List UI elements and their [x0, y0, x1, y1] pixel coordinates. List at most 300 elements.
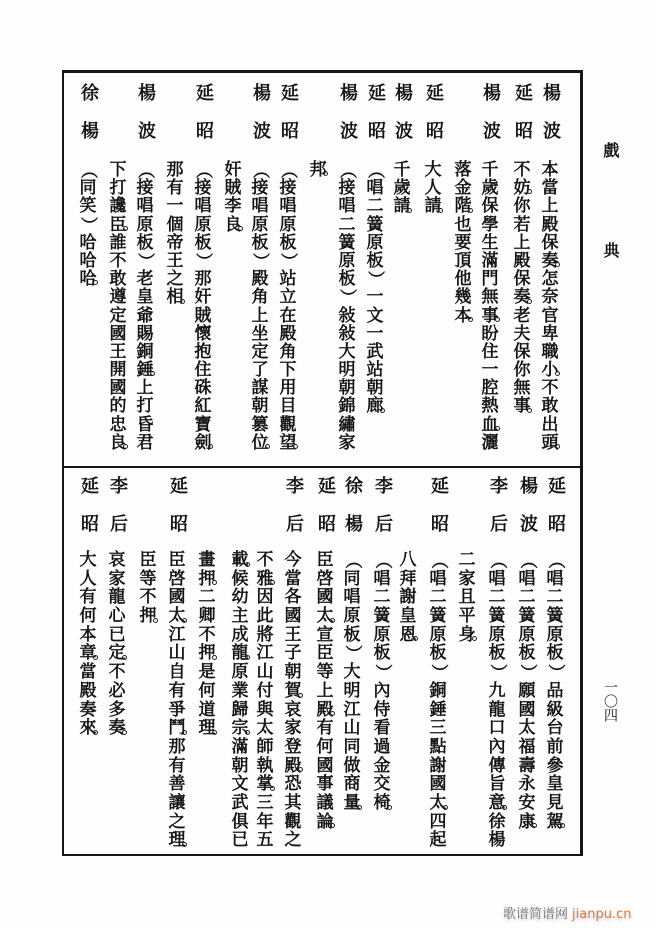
- glyph: 奏: [541, 250, 559, 271]
- glyph: 原: [231, 662, 249, 683]
- dialogue-line: [108, 0, 126, 928]
- glyph: 唱: [251, 196, 269, 217]
- dialogue-text: [429, 551, 447, 850]
- glyph: 簧: [373, 606, 391, 627]
- glyph: 家: [108, 568, 126, 589]
- glyph: 今: [284, 550, 302, 570]
- dialogue-continuation: [231, 0, 249, 928]
- glyph: 開: [109, 360, 127, 381]
- glyph: 原: [343, 606, 361, 627]
- glyph: 王: [109, 341, 127, 362]
- glyph: 二: [429, 587, 447, 608]
- speaker-name: 楊波: [337, 83, 358, 159]
- glyph: 恩: [399, 624, 417, 645]
- glyph: 原: [429, 624, 447, 645]
- glyph: 你: [513, 360, 531, 381]
- glyph: 打: [136, 396, 154, 417]
- watermark: [503, 903, 631, 922]
- glyph: 子: [284, 643, 302, 664]
- glyph: 當: [284, 568, 302, 589]
- glyph: 一: [366, 287, 384, 308]
- glyph: 忠: [109, 414, 127, 435]
- glyph: 奸: [224, 160, 242, 180]
- speaker-name: 徐楊: [342, 476, 363, 552]
- glyph: 壽: [518, 755, 536, 776]
- glyph: 夫: [513, 323, 531, 344]
- glyph: 同: [79, 178, 97, 199]
- glyph: 望: [279, 432, 297, 453]
- glyph: 繡: [338, 414, 356, 435]
- glyph: 簧: [488, 606, 506, 627]
- glyph: 身: [458, 624, 476, 645]
- speaker-name: 楊波: [480, 83, 501, 159]
- speaker-name: 延昭: [512, 83, 533, 159]
- dialogue-line: [429, 0, 447, 928]
- glyph: 文: [366, 305, 384, 326]
- glyph: 那: [168, 736, 186, 757]
- glyph: 千: [393, 160, 411, 180]
- dialogue-text: [168, 551, 186, 850]
- glyph: 板: [194, 232, 212, 253]
- glyph: 明: [338, 360, 356, 381]
- glyph: 唱: [373, 568, 391, 589]
- speaker-name: 延昭: [545, 476, 566, 552]
- glyph: 必: [108, 680, 126, 701]
- glyph: 血: [481, 414, 499, 435]
- glyph: 此: [256, 606, 274, 627]
- glyph: 唱: [429, 568, 447, 589]
- glyph: 下: [279, 360, 297, 381]
- glyph: 業: [231, 680, 249, 701]
- glyph: 住: [481, 341, 499, 362]
- glyph: 與: [256, 699, 274, 720]
- glyph: 奈: [541, 287, 559, 308]
- glyph: 意: [488, 792, 506, 813]
- glyph: 載: [231, 550, 249, 570]
- glyph: 有: [166, 178, 184, 199]
- glyph: 不: [198, 624, 216, 645]
- glyph: 歸: [231, 699, 249, 720]
- glyph: ）: [135, 252, 156, 270]
- glyph: 朝: [284, 662, 302, 683]
- glyph: 龍: [488, 699, 506, 720]
- glyph: 事: [513, 396, 531, 417]
- glyph: 福: [518, 736, 536, 757]
- glyph: 主: [231, 606, 249, 627]
- glyph: 國: [316, 755, 334, 776]
- glyph: 腔: [481, 378, 499, 399]
- glyph: 家: [284, 718, 302, 739]
- glyph: 傳: [488, 755, 506, 776]
- glyph: 原: [194, 214, 212, 235]
- glyph: 遵: [109, 287, 127, 308]
- glyph: 觀: [279, 414, 297, 435]
- glyph: 爺: [136, 305, 154, 326]
- glyph: 板: [279, 232, 297, 253]
- glyph: 敢: [109, 269, 127, 290]
- glyph: 朝: [231, 755, 249, 776]
- glyph: 山: [256, 662, 274, 683]
- glyph: 雅: [256, 568, 274, 589]
- glyph: 錘: [136, 360, 154, 381]
- speaker-name: 延昭: [278, 83, 299, 159]
- glyph: 安: [518, 792, 536, 813]
- glyph: 國: [316, 587, 334, 608]
- glyph: 殿: [513, 250, 531, 271]
- glyph: 錦: [338, 396, 356, 417]
- glyph: 你: [513, 196, 531, 217]
- glyph: 用: [279, 378, 297, 399]
- glyph: 請: [424, 196, 442, 217]
- glyph: 頭: [541, 432, 559, 453]
- glyph: 願: [518, 680, 536, 701]
- glyph: 帝: [166, 232, 184, 253]
- glyph: 接: [194, 178, 212, 199]
- glyph: 理: [168, 830, 186, 851]
- glyph: 唱: [194, 196, 212, 217]
- glyph: 銅: [429, 680, 447, 701]
- glyph: 保: [481, 196, 499, 217]
- glyph: 上: [251, 305, 269, 326]
- glyph: 事: [481, 305, 499, 326]
- glyph: 目: [279, 396, 297, 417]
- glyph: 家: [338, 432, 356, 453]
- glyph: 唱: [343, 587, 361, 608]
- glyph: 敍: [338, 305, 356, 326]
- glyph: 了: [251, 360, 269, 381]
- dialogue-line: [343, 0, 361, 928]
- dialogue-text: [284, 551, 302, 850]
- glyph: 原: [488, 624, 506, 645]
- glyph: 板: [343, 624, 361, 645]
- glyph: 康: [518, 811, 536, 832]
- glyph: 賀: [284, 680, 302, 701]
- glyph: 讒: [109, 196, 127, 217]
- glyph: 多: [108, 699, 126, 720]
- glyph: 篡: [251, 414, 269, 435]
- glyph: 那: [194, 269, 212, 290]
- glyph: 參: [546, 755, 564, 776]
- glyph: 江: [343, 699, 361, 720]
- glyph: 文: [231, 774, 249, 795]
- page-number: 一〇四: [602, 680, 618, 722]
- dialogue-continuation: [399, 0, 417, 928]
- glyph: 敍: [338, 323, 356, 344]
- glyph: 哀: [108, 550, 126, 570]
- glyph: 請: [393, 196, 411, 217]
- glyph: 若: [513, 214, 531, 235]
- glyph: 硃: [194, 378, 212, 399]
- glyph: 朝: [338, 378, 356, 399]
- glyph: 殿: [279, 323, 297, 344]
- glyph: 臣: [316, 643, 334, 664]
- glyph: 板: [546, 643, 564, 664]
- glyph: 永: [518, 774, 536, 795]
- glyph: （: [342, 551, 363, 569]
- glyph: 官: [541, 305, 559, 326]
- dialogue-continuation: [458, 0, 476, 928]
- glyph: 門: [481, 269, 499, 290]
- glyph: 站: [366, 360, 384, 381]
- glyph: ）: [250, 252, 271, 270]
- glyph: 謝: [429, 755, 447, 776]
- glyph: 明: [343, 680, 361, 701]
- glyph: ）: [278, 252, 299, 270]
- glyph: 押: [198, 568, 216, 589]
- glyph: 邦: [309, 160, 327, 180]
- glyph: 廊: [366, 396, 384, 417]
- glyph: （: [545, 551, 566, 569]
- glyph: 太: [518, 718, 536, 739]
- glyph: 掌: [256, 774, 274, 795]
- watermark-domain: jianpu.cn: [572, 907, 632, 922]
- glyph: 紅: [194, 396, 212, 417]
- glyph: 國: [518, 699, 536, 720]
- glyph: 有: [168, 755, 186, 776]
- dialogue-text: [458, 551, 476, 644]
- glyph: 幾: [454, 287, 472, 308]
- glyph: 等: [316, 662, 334, 683]
- glyph: 不: [109, 250, 127, 271]
- glyph: 要: [454, 232, 472, 253]
- glyph: 量: [343, 792, 361, 813]
- glyph: 臣: [168, 550, 186, 570]
- dialogue-continuation: [139, 0, 157, 928]
- glyph: 賊: [194, 305, 212, 326]
- dialogue-text: [198, 551, 216, 738]
- glyph: 唱: [518, 568, 536, 589]
- glyph: （: [372, 551, 393, 569]
- glyph: 王: [284, 624, 302, 645]
- glyph: 二: [546, 587, 564, 608]
- glyph: 怎: [541, 269, 559, 290]
- glyph: 板: [366, 250, 384, 271]
- glyph: 其: [284, 792, 302, 813]
- glyph: （: [487, 551, 508, 569]
- speaker-name: 延昭: [423, 83, 444, 159]
- glyph: ）: [372, 663, 393, 681]
- glyph: 原: [338, 250, 356, 271]
- glyph: 階: [454, 196, 472, 217]
- glyph: 簧: [546, 606, 564, 627]
- glyph: 平: [458, 606, 476, 627]
- glyph: （: [250, 161, 271, 179]
- glyph: 謝: [399, 587, 417, 608]
- glyph: 臣: [139, 550, 157, 570]
- glyph: 國: [109, 378, 127, 399]
- glyph: 接: [279, 178, 297, 199]
- glyph: 椅: [373, 792, 391, 813]
- glyph: 山: [168, 643, 186, 664]
- glyph: 那: [166, 160, 184, 180]
- glyph: 同: [343, 568, 361, 589]
- glyph: 二: [518, 587, 536, 608]
- glyph: 四: [429, 811, 447, 832]
- dialogue-continuation: [256, 0, 274, 928]
- glyph: 章: [79, 643, 97, 664]
- glyph: 唱: [366, 178, 384, 199]
- glyph: 上: [541, 196, 559, 217]
- glyph: 奸: [194, 287, 212, 308]
- glyph: 錘: [429, 699, 447, 720]
- frame-left-rule: [62, 70, 64, 856]
- glyph: 出: [541, 414, 559, 435]
- glyph: 大: [424, 160, 442, 180]
- glyph: 皇: [546, 774, 564, 795]
- dialogue-line: [488, 0, 506, 928]
- glyph: 不: [108, 662, 126, 683]
- glyph: ）: [342, 645, 363, 663]
- dialogue-text: [139, 551, 157, 626]
- speaker-name: 楊波: [392, 83, 413, 159]
- glyph: 幼: [231, 587, 249, 608]
- glyph: 殿: [541, 214, 559, 235]
- glyph: 龍: [231, 643, 249, 664]
- glyph: 銅: [136, 341, 154, 362]
- glyph: 口: [488, 718, 506, 739]
- glyph: ）: [487, 663, 508, 681]
- glyph: 寶: [194, 414, 212, 435]
- glyph: 懷: [194, 323, 212, 344]
- glyph: 賜: [136, 323, 154, 344]
- glyph: 誰: [109, 232, 127, 253]
- glyph: 保: [513, 341, 531, 362]
- glyph: 太: [429, 792, 447, 813]
- glyph: 打: [109, 178, 127, 199]
- glyph: 良: [109, 432, 127, 453]
- glyph: 之: [284, 830, 302, 851]
- glyph: （: [428, 551, 449, 569]
- glyph: 過: [373, 736, 391, 757]
- glyph: 不: [513, 160, 531, 180]
- glyph: 滿: [481, 250, 499, 271]
- glyph: 在: [279, 305, 297, 326]
- glyph: 哀: [284, 699, 302, 720]
- glyph: 上: [136, 378, 154, 399]
- glyph: 二: [366, 196, 384, 217]
- glyph: 級: [546, 699, 564, 720]
- glyph: 奏: [79, 699, 97, 720]
- glyph: 滿: [231, 736, 249, 757]
- glyph: 事: [316, 774, 334, 795]
- glyph: 自: [168, 662, 186, 683]
- glyph: 定: [251, 341, 269, 362]
- glyph: （: [278, 161, 299, 179]
- speaker-name: 李后: [107, 476, 128, 552]
- glyph: 品: [546, 680, 564, 701]
- glyph: 一: [166, 196, 184, 217]
- speaker-name: 延昭: [365, 83, 386, 159]
- glyph: 職: [541, 341, 559, 362]
- watermark-site-name: 歌谱简谱网: [503, 907, 569, 922]
- glyph: 哈: [79, 269, 97, 290]
- glyph: 年: [256, 811, 274, 832]
- speaker-name: 楊波: [540, 83, 561, 159]
- glyph: 角: [279, 341, 297, 362]
- glyph: 江: [168, 624, 186, 645]
- glyph: 良: [224, 214, 242, 235]
- speaker-name: 徐楊: [78, 83, 99, 159]
- glyph: 點: [429, 736, 447, 757]
- glyph: 相: [166, 287, 184, 308]
- glyph: 奏: [513, 287, 531, 308]
- glyph: （: [193, 161, 214, 179]
- glyph: 做: [343, 755, 361, 776]
- glyph: 付: [256, 680, 274, 701]
- glyph: 敢: [541, 396, 559, 417]
- dialogue-text: [108, 551, 126, 738]
- glyph: 五: [256, 830, 274, 851]
- dialogue-line: [316, 0, 334, 928]
- glyph: 宣: [316, 624, 334, 645]
- speaker-name: 延昭: [78, 476, 99, 552]
- glyph: 接: [338, 178, 356, 199]
- glyph: 起: [429, 830, 447, 851]
- glyph: 昏: [136, 414, 154, 435]
- dialogue-text: [343, 551, 361, 813]
- glyph: 國: [109, 323, 127, 344]
- glyph: 交: [373, 774, 391, 795]
- glyph: 妨: [513, 178, 531, 199]
- glyph: 將: [256, 624, 274, 645]
- glyph: 國: [284, 606, 302, 627]
- glyph: 且: [458, 587, 476, 608]
- glyph: 李: [224, 196, 242, 217]
- glyph: 何: [316, 736, 334, 757]
- glyph: 武: [366, 341, 384, 362]
- glyph: 已: [231, 830, 249, 851]
- glyph: 八: [399, 550, 417, 570]
- glyph: 不: [139, 587, 157, 608]
- glyph: 侍: [373, 699, 391, 720]
- glyph: 原: [366, 232, 384, 253]
- glyph: 台: [546, 718, 564, 739]
- glyph: 臣: [109, 214, 127, 235]
- glyph: 國: [168, 587, 186, 608]
- glyph: 生: [481, 232, 499, 253]
- glyph: 賊: [224, 178, 242, 199]
- glyph: 成: [231, 624, 249, 645]
- speaker-name: 李后: [372, 476, 393, 552]
- glyph: ）: [428, 663, 449, 681]
- dialogue-line: [546, 0, 564, 928]
- glyph: 金: [373, 755, 391, 776]
- glyph: 大: [79, 550, 97, 570]
- glyph: ）: [545, 663, 566, 681]
- glyph: 無: [481, 287, 499, 308]
- glyph: 皇: [136, 287, 154, 308]
- glyph: （: [135, 161, 156, 179]
- glyph: 臣: [316, 550, 334, 570]
- glyph: 歲: [393, 178, 411, 199]
- glyph: 江: [256, 643, 274, 664]
- glyph: 朝: [366, 378, 384, 399]
- glyph: 有: [316, 718, 334, 739]
- glyph: 熱: [481, 396, 499, 417]
- glyph: 九: [488, 680, 506, 701]
- speaker-name: 李后: [283, 476, 304, 552]
- glyph: 何: [198, 680, 216, 701]
- glyph: 理: [198, 718, 216, 739]
- glyph: 心: [108, 606, 126, 627]
- glyph: 爭: [168, 699, 186, 720]
- glyph: 原: [279, 214, 297, 235]
- glyph: 卿: [198, 606, 216, 627]
- glyph: 一: [481, 360, 499, 381]
- glyph: 本: [454, 305, 472, 326]
- glyph: 唱: [546, 568, 564, 589]
- glyph: 人: [424, 178, 442, 199]
